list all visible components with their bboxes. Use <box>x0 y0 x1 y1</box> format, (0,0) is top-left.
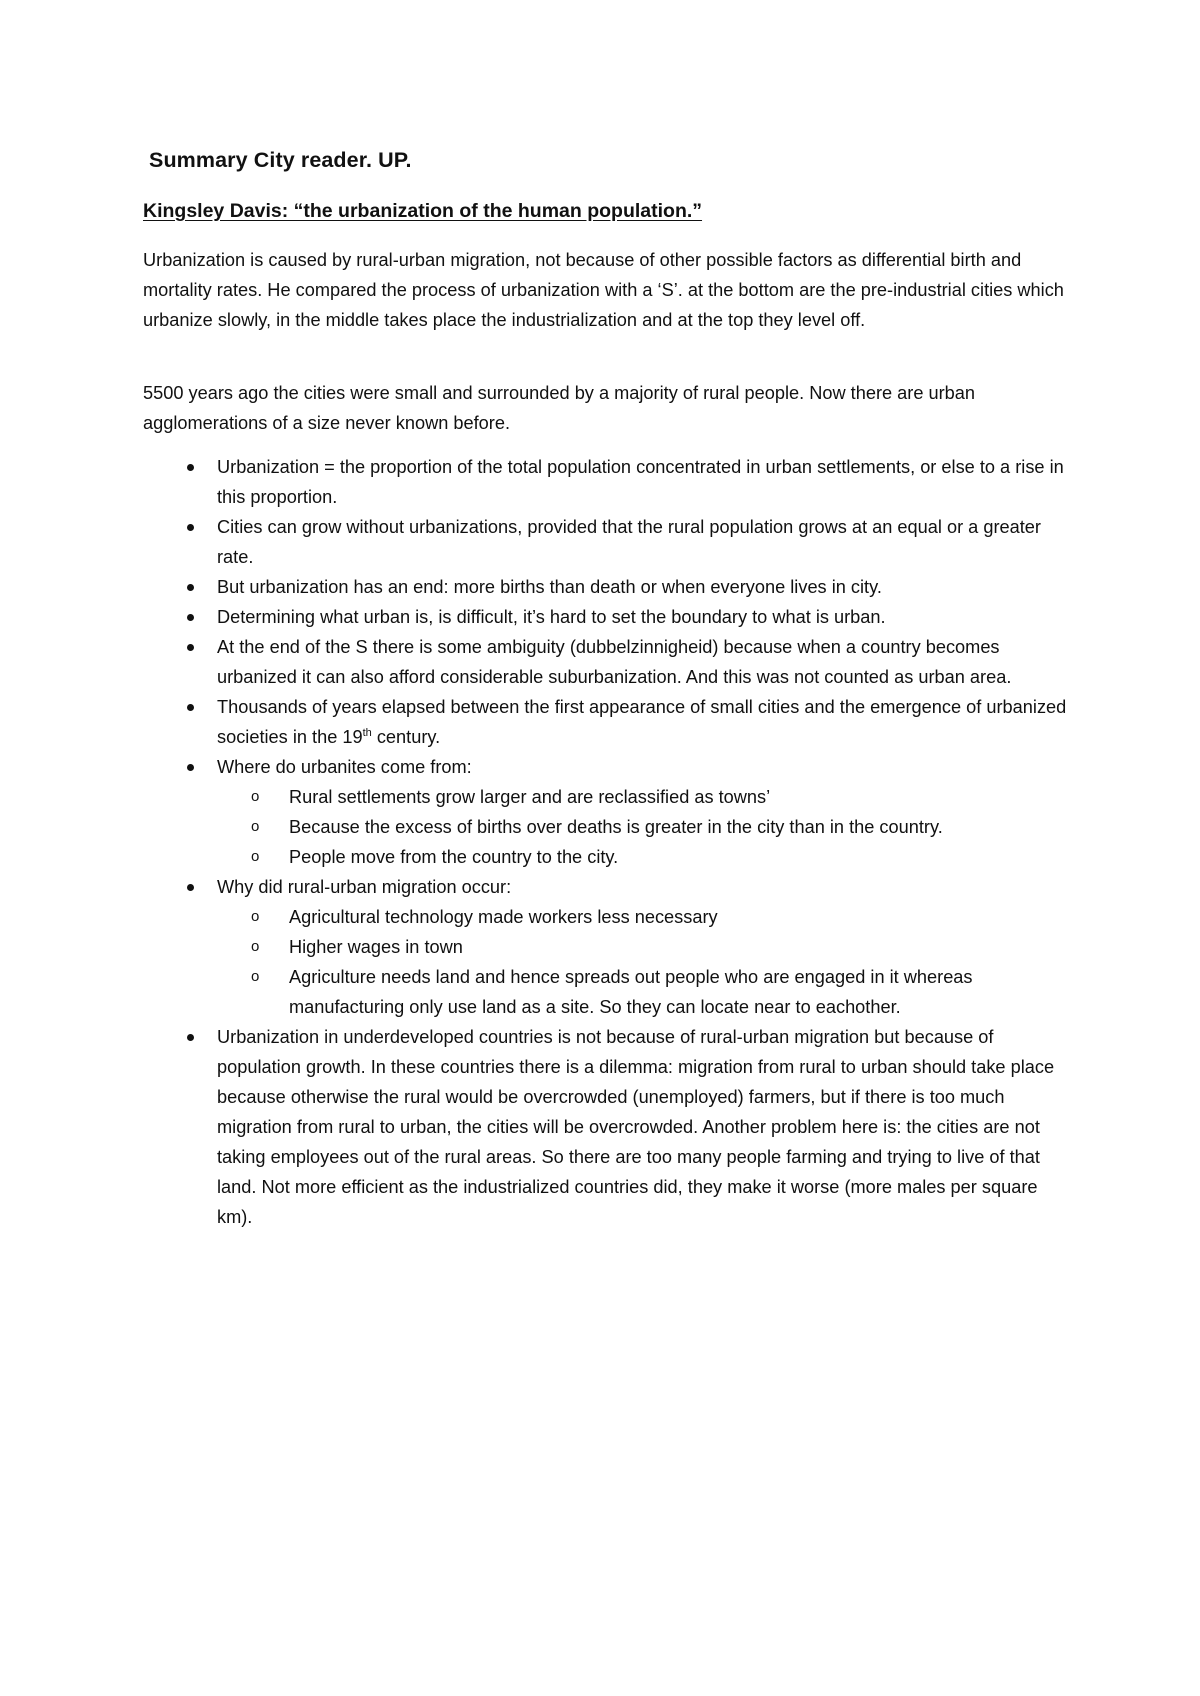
sub-item-text: Higher wages in town <box>289 937 463 957</box>
bullet-text: Where do urbanites come from: <box>217 757 472 777</box>
bullet-item <box>143 1022 1073 1232</box>
bullet-icon <box>187 524 194 531</box>
bullet-icon <box>187 584 194 591</box>
sub-item <box>217 932 1073 962</box>
bullet-text: Urbanization = the proportion of the total population concentrated in urban settlements, or else to a rise in this proportion. <box>217 457 1064 507</box>
bullet-item <box>143 602 1073 632</box>
bullet-item <box>143 572 1073 602</box>
section-heading: Kingsley Davis: “the urbanization of the human population.” <box>143 200 703 222</box>
sub-item-text: Agricultural technology made workers less necessary <box>289 907 718 927</box>
sub-bullet-icon: o <box>251 908 260 925</box>
bullet-icon <box>187 464 194 471</box>
bullet-text-part: Thousands of years elapsed between the first appearance of small cities and the emergence of urbanized societies in the 19 <box>217 697 1067 747</box>
bullet-list <box>143 452 1073 1232</box>
bullet-item <box>143 452 1073 512</box>
bullet-text: Why did rural-urban migration occur: <box>217 877 512 897</box>
paragraph: 5500 years ago the cities were small and surrounded by a majority of rural people. Now there are urban agglomerations of a size never known before. <box>143 383 976 433</box>
bullet-text-part: century. <box>371 727 441 747</box>
bullet-text: But urbanization has an end: more births than death or when everyone lives in city. <box>217 577 882 597</box>
bullet-text: Determining what urban is, is difficult, it’s hard to set the boundary to what is urban. <box>217 607 886 627</box>
bullet-text: Cities can grow without urbanizations, provided that the rural population grows at an equal or a greater rate. <box>217 517 1041 567</box>
sub-item-text: Because the excess of births over deaths is greater in the city than in the country. <box>289 817 943 837</box>
sub-bullet-icon: o <box>251 818 260 835</box>
sub-bullet-icon: o <box>251 848 260 865</box>
sub-bullet-icon: o <box>251 968 260 985</box>
sub-bullet-icon: o <box>251 938 260 955</box>
bullet-icon <box>187 764 194 771</box>
sub-item <box>217 782 1073 812</box>
bullet-icon <box>187 644 194 651</box>
bullet-item <box>143 632 1073 692</box>
sub-item-text: People move from the country to the city. <box>289 847 619 867</box>
sub-item <box>217 812 1073 842</box>
document-title: Summary City reader. UP. <box>149 148 412 172</box>
sub-item-text: Agriculture needs land and hence spreads out people who are engaged in it whereas manufacturing only use land as a site. So they can locate near to eachother. <box>289 967 973 1017</box>
bullet-item <box>143 512 1073 572</box>
bullet-text: Urbanization in underdeveloped countries is not because of rural-urban migration but because of population growth. In these countries there is a dilemma: migration from rural to urban should take place because otherwise the rural would be overcrowded (unemployed) farmers, but if there is too much migration from rural to urban, the cities will be overcrowded. Another problem here is: the cities are not taking employees out of the rural areas. So there are too many people farming and trying to live of that land. Not more efficient as the industrialized countries did, they make it worse (more males per square km). <box>217 1027 1055 1227</box>
sub-bullet-icon: o <box>251 788 260 805</box>
sub-item <box>217 962 1073 1022</box>
sub-list <box>217 782 1073 872</box>
bullet-icon <box>187 614 194 621</box>
sub-list <box>217 902 1073 1022</box>
sub-item <box>217 902 1073 932</box>
bullet-icon <box>187 1034 194 1041</box>
bullet-item <box>143 692 1073 752</box>
bullet-text: At the end of the S there is some ambiguity (dubbelzinnigheid) because when a country becomes urbanized it can also afford considerable suburbanization. And this was not counted as urban area. <box>217 637 1012 687</box>
sub-item-text: Rural settlements grow larger and are reclassified as towns’ <box>289 787 771 807</box>
superscript: th <box>362 726 372 739</box>
bullet-item <box>143 872 1073 1022</box>
bullet-item <box>143 752 1073 872</box>
sub-item <box>217 842 1073 872</box>
paragraph: Urbanization is caused by rural-urban migration, not because of other possible factors as differential birth and mortality rates. He compared the process of urbanization with a ‘S’. at the bottom are the pre-industrial cities which urbanize slowly, in the middle takes place the industrialization and at the top they level off. <box>143 250 1064 330</box>
bullet-icon <box>187 884 194 891</box>
bullet-text <box>217 697 1066 747</box>
bullet-icon <box>187 704 194 711</box>
